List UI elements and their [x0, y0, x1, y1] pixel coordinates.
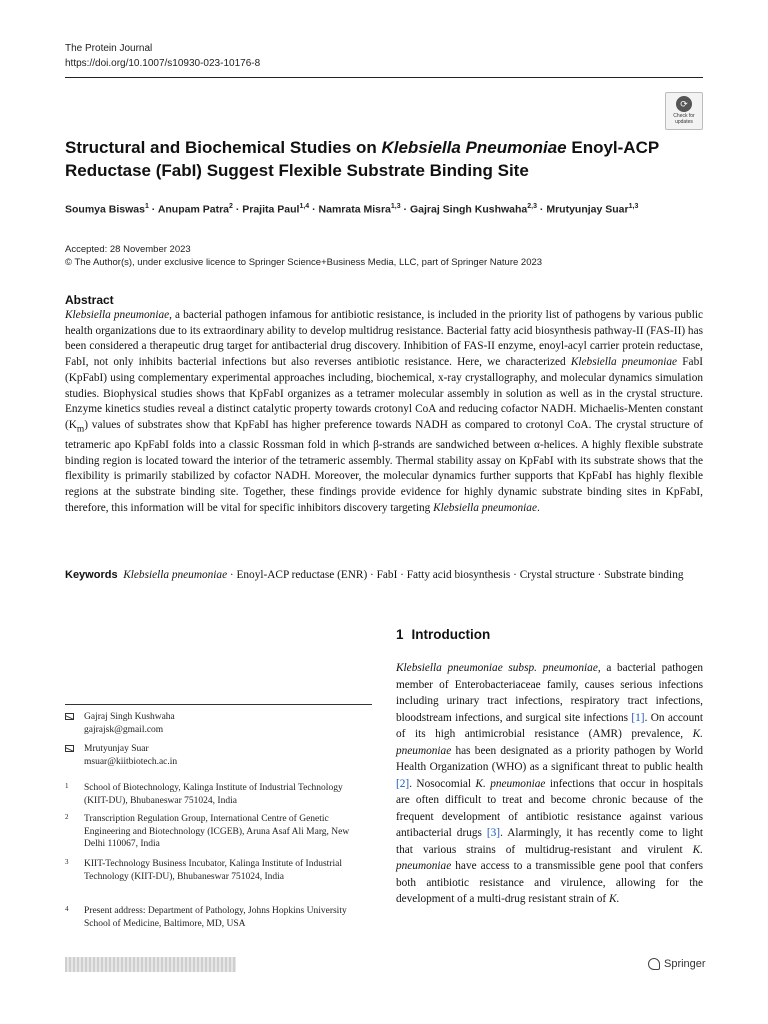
section-heading-introduction — [396, 627, 490, 642]
author-name[interactable]: Soumya Biswas — [65, 203, 145, 216]
affiliation-item — [65, 858, 365, 883]
abstract-text: Klebsiella pneumoniae — [65, 309, 170, 321]
envelope-icon — [65, 713, 74, 720]
author-affiliation: 1,3 — [390, 203, 401, 210]
intro-text: . On account of its high antimicrobial resistance (AMR) prevalence, — [396, 711, 704, 740]
affiliation-item — [65, 782, 365, 807]
affiliation-item — [65, 813, 365, 851]
author-name[interactable]: Namrata Misra — [318, 203, 391, 216]
intro-text: . Alarmingly, it has recently come to light that various strains of multidrug-resistant and virulent — [396, 827, 703, 856]
check-for-updates-badge[interactable] — [665, 92, 703, 130]
author-name[interactable]: Prajita Paul — [242, 203, 300, 216]
springer-horse-icon — [648, 958, 660, 970]
affiliation-number: 4 — [65, 905, 69, 913]
section-number: 1 — [396, 627, 404, 642]
journal-header — [65, 41, 260, 71]
abstract-text: FabI (KpFabI) using complementary experimental approaches including, biochemical, x-ray crystallography, and molecular dynamics simulation studies. Biophysical studies shows that KpFabI organizes as a tetramer molecular assembly in solution as well as in the crystal structure. Enzyme kinetics studies reveal a distinct catalytic property towards crotonyl CoA and reducing cofactor NADH. Michaelis-Menten constant (K — [65, 356, 703, 431]
affiliation-text: School of Biotechnology, Kalinga Institute of Industrial Technology (KIIT-DU), Bhubaneswar 751024, India — [84, 783, 343, 806]
publication-dates — [65, 243, 542, 269]
contact-entry — [65, 711, 175, 736]
title-part1: Structural and Biochemical Studies on — [65, 138, 382, 157]
citation-link[interactable]: [3] — [486, 827, 501, 839]
contact-name: Gajraj Singh Kushwaha — [84, 712, 175, 722]
footer-barcode-graphic — [65, 957, 236, 972]
contact-email[interactable]: msuar@kiitbiotech.ac.in — [84, 756, 178, 767]
author-name[interactable]: Anupam Patra — [157, 203, 229, 216]
author-affiliation: 2,3 — [527, 203, 537, 210]
author-name[interactable]: Mrutyunjay Suar — [546, 203, 629, 216]
publisher-name: Springer — [664, 958, 706, 970]
intro-text: K. pneumoniae — [396, 843, 703, 872]
abstract-text: Klebsiella pneumoniae — [433, 501, 537, 514]
author-affiliation: 1,4 — [299, 203, 310, 210]
abstract-heading: Abstract — [65, 293, 114, 307]
intro-text: . Nosocomial — [409, 777, 476, 790]
abstract-subscript: m — [76, 424, 85, 435]
footnote-divider — [65, 704, 372, 705]
keywords — [65, 568, 705, 584]
citation-link[interactable]: [2] — [396, 777, 410, 790]
title-italic: Klebsiella Pneumoniae — [381, 138, 567, 157]
intro-text: infections that occur in hospitals are often difficult to treat and become chronic because of the frequent development of antibiotic resistance against various antibacterial drugs — [396, 777, 703, 839]
intro-text: Klebsiella pneumoniae subsp. pneumoniae — [396, 662, 598, 674]
introduction-body — [396, 660, 703, 908]
intro-text: has been designated as a priority pathogen by World Health Organization (WHO) as a significant threat to public health — [396, 744, 703, 773]
author-affiliation: 1 — [144, 203, 149, 210]
publisher-logo — [648, 958, 706, 970]
affiliation-item — [65, 905, 365, 930]
affiliation-text: Transcription Regulation Group, International Centre of Genetic Engineering and Biotechnology (ICGEB), Aruna Asaf Ali Marg, New Delhi 110067, India — [84, 814, 350, 849]
affiliation-text: Present address: Department of Pathology, Johns Hopkins University School of Medicine, Baltimore, MD, USA — [84, 906, 347, 929]
citation-link[interactable]: [1] — [631, 711, 645, 724]
author-affiliation: 1,3 — [628, 203, 639, 210]
copyright-notice: © The Author(s), under exclusive licence to Springer Science+Business Media, LLC, part of Springer Nature 2023 — [65, 257, 543, 268]
title-part2: Enoyl-ACP Reductase (FabI) Suggest Flexible Substrate Binding Site — [65, 138, 659, 180]
intro-text: K. pneumoniae — [396, 728, 703, 757]
badge-label-line1: Check for — [673, 113, 695, 119]
affiliation-text: KIIT-Technology Business Incubator, Kalinga Institute of Industrial Technology (KIIT-DU), Bhubaneswar 751024, India — [84, 859, 342, 882]
intro-text: K. pneumoniae — [475, 777, 546, 790]
contact-name: Mrutyunjay Suar — [84, 744, 149, 754]
check-updates-icon: ⟳ — [676, 96, 692, 112]
abstract-text: Klebsiella pneumoniae — [570, 356, 678, 369]
journal-name: The Protein Journal — [65, 43, 153, 54]
contact-entry — [65, 743, 177, 768]
keywords-label: Keywords — [65, 569, 118, 581]
keyword-item: Klebsiella pneumoniae — [123, 569, 228, 581]
paper-title — [65, 136, 685, 182]
accepted-date: Accepted: 28 November 2023 — [65, 244, 191, 255]
envelope-icon — [65, 745, 74, 752]
abstract-text: . — [536, 501, 540, 514]
badge-label-line2: updates — [675, 118, 693, 125]
affiliation-number: 2 — [65, 813, 69, 821]
header-divider — [65, 77, 703, 78]
abstract-text: , a bacterial pathogen infamous for antibiotic resistance, is included in the priority list of pathogens by various public health organizations due to its extraordinary ability to develop multidrug resistance. Bacterial fatty acid biosynthesis pathway-II (FAS-II) has been considered a therapeutic drug target for antibacterial drug discovery. Inhibition of FAS-II enzyme, enoyl-acyl carrier protein reductase, FabI, not only inhibits bacterial infections but also reverses antibiotic resistance. Here, we characterized — [65, 309, 703, 369]
abstract-text: ) values of substrates show that KpFabI has higher preference towards NADH as compared to crotonyl CoA. The crystal structure of tetrameric apo KpFabI folds into a classic Rossman fold in which β-strands are sandwiched between α-helices. A highly flexible substrate binding region is located toward the interior of the tetrameric assembly. Thermal stability assay on KpFabI with its substrate shows that the flexibility is primarily stabilized by cofactor NADH. Moreover, the molecular dynamics further supports that KpFabI has highly flexible regions at the substrate binding site. Together, these findings provide evidence for highly dynamic substrate binding sites in KpFabI, therefore, this information will be vital for specific inhibitors discovery targeting — [65, 418, 703, 514]
abstract-body — [65, 308, 703, 516]
intro-text: have access to a transmissible gene pool that confers both antibiotic resistance and virulence, allowing for the development of a multi-drug resistant strain of — [396, 860, 703, 905]
author-affiliation: 2 — [229, 203, 233, 210]
keyword-items: · Enoyl-ACP reductase (ENR) · FabI · Fatty acid biosynthesis · Crystal structure · Substrate binding — [227, 569, 684, 581]
affiliation-number: 3 — [65, 858, 69, 866]
intro-text: , a bacterial pathogen member of Enterobacteriaceae family, causes serious infections including urinary tract infections, respiratory tract infections, bloodstream infections, and surgical site infections — [396, 662, 704, 724]
contact-email[interactable]: gajrajsk@gmail.com — [84, 724, 164, 735]
section-title: Introduction — [411, 627, 491, 642]
doi-link[interactable]: https://doi.org/10.1007/s10930-023-10176-8 — [65, 58, 261, 69]
author-name[interactable]: Gajraj Singh Kushwaha — [409, 203, 528, 216]
intro-text: K. — [609, 893, 620, 905]
author-list: Soumya Biswas$^1$ · Anupam Patra$^2$ · Prajita Paul$^{1,4}$ · Namrata Misra$^{1,3}$ · Gajraj Singh Kushwaha$^{2,3}$ · Mrutyunjay Suar$^{1,3}$ — [65, 203, 639, 216]
affiliation-number: 1 — [65, 782, 69, 790]
